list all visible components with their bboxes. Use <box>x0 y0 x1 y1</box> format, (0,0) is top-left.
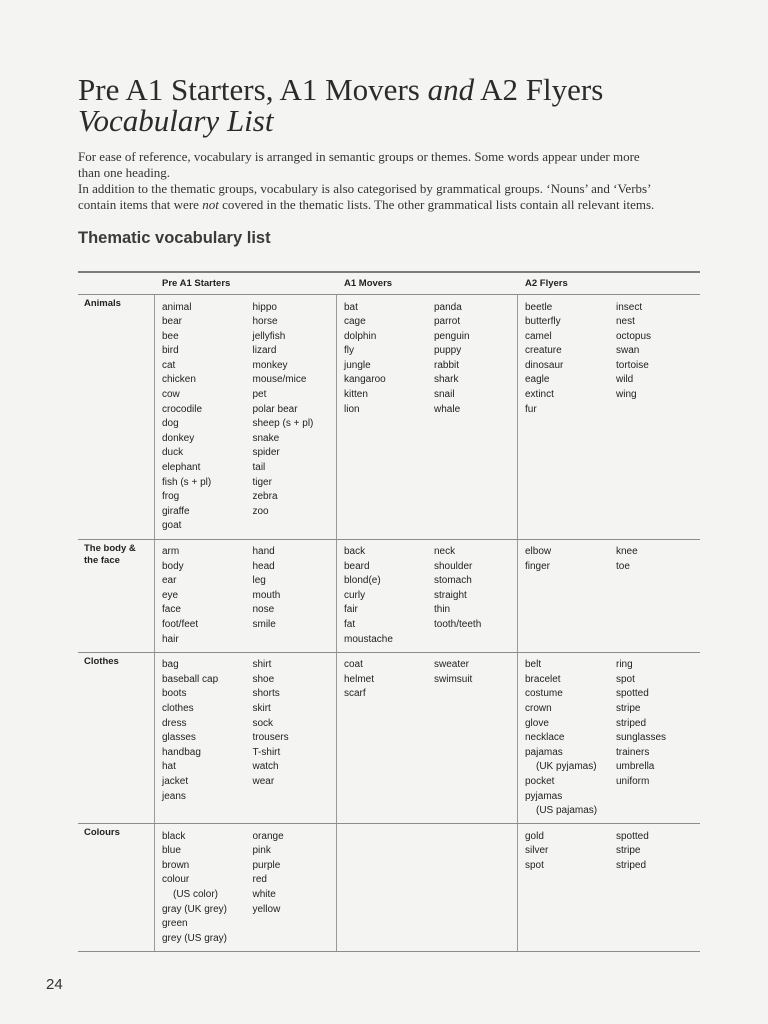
vocabulary-item: head <box>252 560 275 572</box>
vocabulary-item: duck <box>162 447 184 459</box>
vocabulary-item: mouse/mice <box>252 374 307 386</box>
word-column <box>427 295 517 539</box>
table-body <box>78 295 700 952</box>
vocabulary-item: giraffe <box>162 505 190 517</box>
vocabulary-item: sheep (s + pl) <box>252 418 314 430</box>
flyers-cell <box>518 295 700 539</box>
vocabulary-item: striped <box>616 717 647 729</box>
vocabulary-item: fur <box>525 403 537 415</box>
vocabulary-item: blue <box>162 845 181 857</box>
vocabulary-item: sunglasses <box>616 732 667 744</box>
vocabulary-item: skirt <box>252 702 271 714</box>
vocabulary-item: nest <box>616 316 635 328</box>
vocabulary-item: pet <box>252 389 267 401</box>
word-column <box>155 295 246 539</box>
vocabulary-item: curly <box>344 589 366 601</box>
vocabulary-item: pyjamas <box>525 790 563 802</box>
vocabulary-item: kitten <box>344 389 368 401</box>
word-column <box>246 540 337 652</box>
vocabulary-item: extinct <box>525 389 554 401</box>
vocabulary-item: zoo <box>252 505 269 517</box>
vocabulary-item: crocodile <box>162 403 203 415</box>
vocabulary-item: shoe <box>252 673 275 685</box>
vocabulary-item: umbrella <box>616 761 655 773</box>
vocabulary-item: smile <box>252 618 276 630</box>
vocabulary-item: polar bear <box>252 403 298 415</box>
vocabulary-item: stripe <box>616 845 641 857</box>
vocabulary-item: costume <box>525 688 563 700</box>
vocabulary-item: necklace <box>525 732 565 744</box>
word-column <box>609 295 700 539</box>
vocabulary-item: wing <box>616 389 637 401</box>
vocabulary-item: shoulder <box>434 560 473 572</box>
vocabulary-item: handbag <box>162 746 201 758</box>
vocabulary-item: bee <box>162 330 179 342</box>
vocabulary-item: swan <box>616 345 640 357</box>
movers-cell <box>337 540 518 652</box>
vocabulary-item: rabbit <box>434 359 460 371</box>
word-column <box>337 824 427 951</box>
vocabulary-item: grey (US gray) <box>162 932 228 944</box>
vocabulary-item: frog <box>162 491 180 503</box>
vocabulary-item: (US color) <box>173 889 219 901</box>
vocabulary-item: beetle <box>525 301 553 313</box>
intro-text-part: covered in the thematic lists. The other grammatical lists contain all relevant items. <box>218 197 655 212</box>
vocabulary-item: lion <box>344 403 360 415</box>
intro-text-part: contain items that were <box>78 197 203 212</box>
header-category-cell <box>78 273 155 294</box>
vocabulary-item: fair <box>344 604 358 616</box>
header-flyers: A2 Flyers <box>525 278 568 289</box>
vocabulary-item: dinosaur <box>525 359 564 371</box>
page-number: 24 <box>46 976 63 993</box>
vocabulary-item: shirt <box>252 659 272 671</box>
vocabulary-item: dog <box>162 418 179 430</box>
vocabulary-item: arm <box>162 546 180 557</box>
vocabulary-item: pink <box>252 845 271 857</box>
vocabulary-item: glasses <box>162 732 196 744</box>
vocabulary-item: (US pajamas) <box>536 805 598 817</box>
vocabulary-item: hair <box>162 633 179 645</box>
vocabulary-item: snail <box>434 389 455 401</box>
vocabulary-item: moustache <box>344 633 393 645</box>
vocabulary-item: toe <box>616 560 630 572</box>
vocabulary-item: parrot <box>434 316 461 328</box>
vocabulary-item: red <box>252 874 267 886</box>
vocabulary-item: hippo <box>252 301 277 313</box>
row-category-label: Colours <box>78 824 155 951</box>
vocabulary-item: orange <box>252 830 284 842</box>
vocabulary-item: purple <box>252 859 281 871</box>
starters-cell <box>155 295 337 539</box>
intro-text <box>78 149 654 213</box>
vocabulary-item: animal <box>162 301 192 313</box>
vocabulary-item: dolphin <box>344 330 377 342</box>
vocabulary-item: fly <box>344 345 354 357</box>
vocabulary-item: glove <box>525 717 549 729</box>
word-column <box>337 295 427 539</box>
vocabulary-item: tortoise <box>616 359 649 371</box>
vocabulary-item: whale <box>434 403 461 415</box>
vocabulary-item: nose <box>252 604 275 616</box>
movers-cell <box>337 653 518 824</box>
vocabulary-item: chicken <box>162 374 196 386</box>
intro-line: In addition to the thematic groups, vocabulary is also categorised by grammatical groups. ‘Nouns’ and ‘Verbs’ <box>78 181 652 196</box>
vocabulary-item: sweater <box>434 659 470 671</box>
vocabulary-item: elbow <box>525 546 552 557</box>
vocabulary-item: striped <box>616 859 647 871</box>
vocabulary-item: spot <box>616 673 635 685</box>
vocabulary-item: eagle <box>525 374 550 386</box>
vocabulary-item: bracelet <box>525 673 561 685</box>
starters-cell <box>155 540 337 652</box>
vocabulary-item: bag <box>162 659 179 671</box>
vocabulary-item: uniform <box>616 775 650 787</box>
vocabulary-item: T-shirt <box>252 746 281 758</box>
vocabulary-item: fat <box>344 618 356 630</box>
word-column <box>427 824 517 951</box>
vocabulary-item: tooth/teeth <box>434 618 482 630</box>
vocabulary-item: wear <box>252 775 275 787</box>
vocabulary-item: lizard <box>252 345 277 357</box>
vocabulary-item: insect <box>616 301 643 313</box>
word-column <box>427 653 517 824</box>
vocabulary-item: horse <box>252 316 278 328</box>
vocabulary-item: spotted <box>616 688 649 700</box>
vocabulary-item: neck <box>434 546 456 557</box>
vocabulary-item: dress <box>162 717 187 729</box>
vocabulary-item: butterfly <box>525 316 561 328</box>
word-column <box>155 824 246 951</box>
vocabulary-item: crown <box>525 702 552 714</box>
vocabulary-item: leg <box>252 575 266 587</box>
vocabulary-item: bat <box>344 301 358 313</box>
intro-line: For ease of reference, vocabulary is arranged in semantic groups or themes. Some words appear under more <box>78 149 640 164</box>
vocabulary-item: scarf <box>344 688 366 700</box>
vocabulary-item: penguin <box>434 330 470 342</box>
vocabulary-item: panda <box>434 301 462 313</box>
vocabulary-item: pocket <box>525 775 555 787</box>
vocabulary-item: jungle <box>344 359 371 371</box>
word-column <box>518 653 609 824</box>
word-column <box>609 540 700 652</box>
word-column <box>518 295 609 539</box>
intro-line <box>78 197 654 213</box>
word-column <box>246 653 337 824</box>
word-column <box>337 540 427 652</box>
thematic-vocabulary-table <box>78 271 700 952</box>
vocabulary-item: ring <box>616 659 633 671</box>
page-subtitle: Vocabulary List <box>78 103 274 138</box>
vocabulary-item: bird <box>162 345 179 357</box>
vocabulary-item: elephant <box>162 462 201 474</box>
intro-line: than one heading. <box>78 165 171 180</box>
vocabulary-item: gold <box>525 830 544 842</box>
word-column <box>337 653 427 824</box>
vocabulary-item: tiger <box>252 476 272 488</box>
word-column <box>246 295 337 539</box>
vocabulary-item: creature <box>525 345 562 357</box>
vocabulary-item: coat <box>344 659 363 671</box>
vocabulary-item: monkey <box>252 359 288 371</box>
vocabulary-item: trousers <box>252 732 289 744</box>
title-italic-and: and <box>427 72 475 107</box>
vocabulary-item: ear <box>162 575 177 587</box>
vocabulary-item: body <box>162 560 184 572</box>
vocabulary-item: stripe <box>616 702 641 714</box>
vocabulary-item: jellyfish <box>252 330 286 342</box>
row-category-label: Clothes <box>78 653 155 824</box>
vocabulary-item: spider <box>252 447 280 459</box>
word-column <box>155 540 246 652</box>
vocabulary-item: foot/feet <box>162 618 199 630</box>
vocabulary-item: back <box>344 546 366 557</box>
vocabulary-item: shark <box>434 374 459 386</box>
word-column <box>155 653 246 824</box>
vocabulary-item: silver <box>525 845 549 857</box>
vocabulary-item: colour <box>162 874 190 886</box>
vocabulary-item: finger <box>525 560 551 572</box>
vocabulary-item: fish (s + pl) <box>162 476 212 488</box>
vocabulary-item: zebra <box>252 491 278 503</box>
vocabulary-item: gray (UK grey) <box>162 903 228 915</box>
vocabulary-item: stomach <box>434 575 472 587</box>
vocabulary-item: cow <box>162 389 180 401</box>
vocabulary-item: helmet <box>344 673 375 685</box>
word-column <box>518 540 609 652</box>
vocabulary-item: sock <box>252 717 274 729</box>
vocabulary-item: donkey <box>162 432 195 444</box>
vocabulary-item: (UK pyjamas) <box>536 761 597 773</box>
vocabulary-item: knee <box>616 546 638 557</box>
word-column <box>518 824 609 951</box>
row-category-label: Animals <box>78 295 155 539</box>
vocabulary-item: tail <box>252 462 266 474</box>
vocabulary-item: beard <box>344 560 370 572</box>
header-starters: Pre A1 Starters <box>162 278 231 289</box>
title-text: Pre A1 Starters, A1 Movers <box>78 72 428 107</box>
vocabulary-item: eye <box>162 589 179 601</box>
vocabulary-item: trainers <box>616 746 650 758</box>
header-movers: A1 Movers <box>344 278 393 289</box>
movers-cell <box>337 824 518 951</box>
vocabulary-item: octopus <box>616 330 652 342</box>
vocabulary-item: straight <box>434 589 467 601</box>
vocabulary-item: green <box>162 918 188 930</box>
flyers-cell <box>518 653 700 824</box>
vocabulary-item: cage <box>344 316 366 328</box>
vocabulary-item: camel <box>525 330 552 342</box>
vocabulary-item: jeans <box>162 790 186 802</box>
vocabulary-item: watch <box>252 761 279 773</box>
vocabulary-item: face <box>162 604 181 616</box>
vocabulary-item: snake <box>252 432 280 444</box>
movers-cell <box>337 295 518 539</box>
word-column <box>427 540 517 652</box>
vocabulary-item: boots <box>162 688 187 700</box>
flyers-cell <box>518 540 700 652</box>
vocabulary-item: hand <box>252 546 275 557</box>
table-row <box>78 295 700 540</box>
vocabulary-item: belt <box>525 659 542 671</box>
title-text: A2 Flyers <box>474 72 604 107</box>
vocabulary-item: black <box>162 830 186 842</box>
vocabulary-item: goat <box>162 520 182 532</box>
word-column <box>609 653 700 824</box>
vocabulary-item: baseball cap <box>162 673 219 685</box>
intro-italic-not: not <box>202 197 219 212</box>
word-column <box>609 824 700 951</box>
vocabulary-item: mouth <box>252 589 281 601</box>
table-header-row <box>78 273 700 295</box>
vocabulary-item: thin <box>434 604 451 616</box>
vocabulary-item: white <box>252 889 276 901</box>
table-row <box>78 653 700 825</box>
section-heading: Thematic vocabulary list <box>78 229 271 247</box>
vocabulary-item: bear <box>162 316 183 328</box>
vocabulary-item: wild <box>616 374 634 386</box>
vocabulary-item: cat <box>162 359 176 371</box>
vocabulary-item: brown <box>162 859 190 871</box>
word-column <box>246 824 337 951</box>
vocabulary-item: jacket <box>162 775 189 787</box>
vocabulary-item: hat <box>162 761 176 773</box>
vocabulary-item: pajamas <box>525 746 563 758</box>
starters-cell <box>155 653 337 824</box>
vocabulary-item: shorts <box>252 688 280 700</box>
table-row <box>78 540 700 653</box>
vocabulary-item: puppy <box>434 345 462 357</box>
vocabulary-item: swimsuit <box>434 673 473 685</box>
starters-cell <box>155 824 337 951</box>
vocabulary-item: spot <box>525 859 544 871</box>
table-row <box>78 824 700 952</box>
vocabulary-item: blond(e) <box>344 575 381 587</box>
vocabulary-item: clothes <box>162 702 194 714</box>
vocabulary-item: kangaroo <box>344 374 386 386</box>
flyers-cell <box>518 824 700 951</box>
vocabulary-item: spotted <box>616 830 649 842</box>
row-category-label: The body & the face <box>78 540 155 652</box>
vocabulary-item: yellow <box>252 903 281 915</box>
